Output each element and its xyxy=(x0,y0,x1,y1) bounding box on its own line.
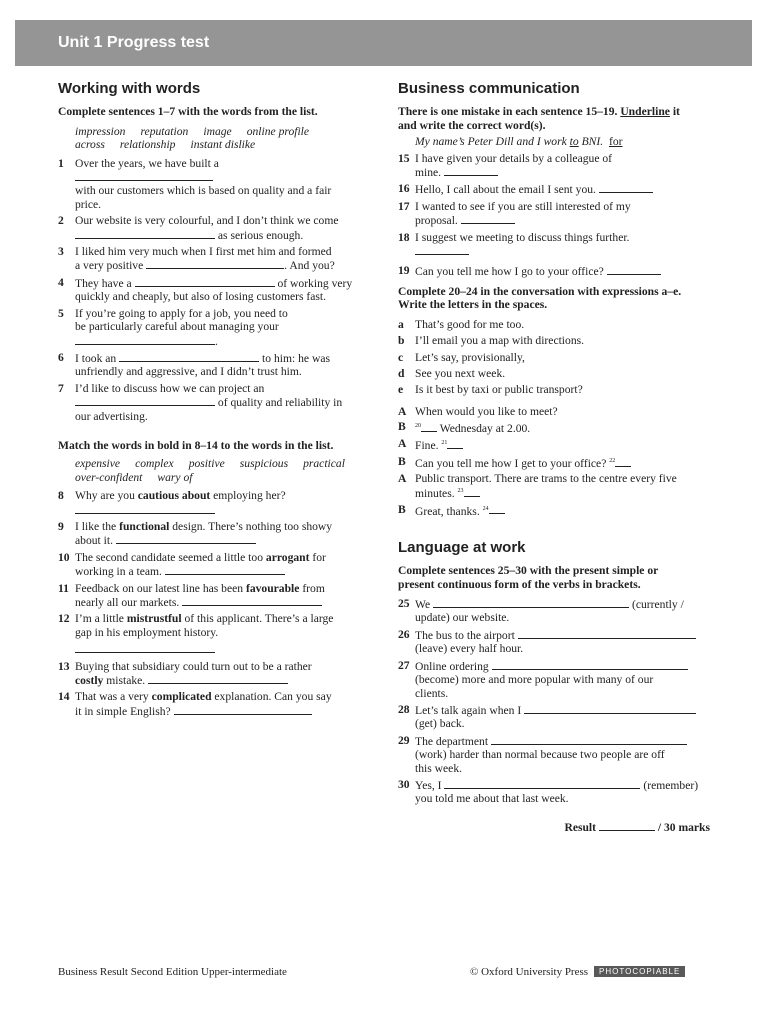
answer-blank[interactable] xyxy=(75,503,215,514)
speaker-label: B xyxy=(398,420,406,434)
answer-blank[interactable] xyxy=(518,628,696,639)
word-list-item: reputation xyxy=(140,124,189,138)
question-text: Can you tell me how I go to your office? xyxy=(415,265,604,279)
question-text: Online ordering xyxy=(415,659,489,673)
dialogue-line: B Great, thanks. $^{24}$ xyxy=(398,503,710,518)
answer-blank[interactable] xyxy=(524,703,696,714)
dialogue-line: B Can you tell me how I get to your office? $^{22}$ xyxy=(398,455,710,470)
question-text: I have given your details by a colleague of xyxy=(415,151,613,165)
question-text: it in simple English? xyxy=(75,704,171,718)
question-text: employing her? xyxy=(210,489,286,503)
dialogue-text: When would you like to meet? xyxy=(415,404,558,418)
speaker-label: A xyxy=(398,437,407,451)
instruction-text: There is one mistake in each sentence 15–19. xyxy=(398,105,621,119)
instruction-text: Write the letters in the spaces. xyxy=(398,298,548,312)
bold-word: costly xyxy=(75,674,104,688)
expression-options xyxy=(398,318,710,397)
photocopiable-badge: PHOTOCOPIABLE xyxy=(594,966,685,977)
question-text: working in a team. xyxy=(75,565,162,579)
instruction-text: Complete 20–24 in the conversation with expressions a–e. xyxy=(398,284,682,298)
answer-blank[interactable] xyxy=(599,182,653,193)
answer-blank[interactable] xyxy=(607,264,661,275)
word-list-item: online profile xyxy=(246,124,310,138)
instruction-8-14 xyxy=(58,439,358,452)
word-list-item: suspicious xyxy=(239,457,289,471)
question-number: 11 xyxy=(58,581,69,595)
instruction-1-7: Complete sentences 1–7 with the words from the list. xyxy=(58,105,318,119)
question-text: The bus to the airport xyxy=(415,628,515,642)
question-text: They have a xyxy=(75,276,132,290)
question-text: (currently / xyxy=(631,598,684,612)
question-text: quickly and cheaply, but also of losing customers fast. xyxy=(75,290,327,304)
word-list-item: complex xyxy=(135,457,174,471)
word-list-item: across xyxy=(75,138,105,152)
instruction-text: Match the words in xyxy=(58,438,158,452)
word-list-item: practical xyxy=(303,457,345,471)
question-1 xyxy=(58,157,358,212)
question-text: of working very xyxy=(277,276,353,290)
question-number: 5 xyxy=(58,306,64,320)
question-text: of quality and reliability in xyxy=(217,396,343,410)
example-text: BNI. xyxy=(578,135,604,149)
question-text: I’m a little xyxy=(75,612,127,626)
question-25 xyxy=(398,597,710,625)
result-blank[interactable] xyxy=(599,820,655,831)
option-d xyxy=(398,367,710,380)
question-text: a very positive xyxy=(75,259,144,273)
example-answer: for xyxy=(608,135,623,149)
word-list-item: relationship xyxy=(119,138,176,152)
question-30 xyxy=(398,778,710,806)
option-letter: c xyxy=(398,350,404,364)
question-text: gap in his employment history. xyxy=(75,625,219,639)
answer-blank[interactable] xyxy=(491,734,687,745)
question-text: our advertising. xyxy=(75,409,148,423)
answer-blank[interactable] xyxy=(444,778,640,789)
question-text: I wanted to see if you are still interested of my xyxy=(415,199,631,213)
footer-book-title: Business Result Second Edition Upper-intermediate xyxy=(58,966,287,978)
example-text: My name’s Peter Dill and I work xyxy=(415,135,570,149)
bold-word: cautious about xyxy=(137,489,211,503)
question-text: explanation. Can you say xyxy=(211,690,332,704)
instruction-text: in 8–14 to the words in the list. xyxy=(179,438,334,452)
question-text: design. There’s nothing too showy xyxy=(169,519,333,533)
question-26 xyxy=(398,628,710,656)
word-list-1 xyxy=(58,125,358,138)
option-text: I’ll email you a map with directions. xyxy=(415,334,585,348)
question-number: 19 xyxy=(398,264,410,278)
question-text: We xyxy=(415,598,431,612)
question-11 xyxy=(58,582,358,610)
answer-blank[interactable] xyxy=(489,503,505,514)
instruction-25-30 xyxy=(398,564,710,591)
question-27 xyxy=(398,659,710,700)
question-7 xyxy=(58,382,358,423)
dialogue-text: Wednesday at 2.00. xyxy=(439,421,531,435)
question-5: 5 If you’re going to apply for a job, you need to be particularly careful about managing your . xyxy=(58,306,288,348)
question-9 xyxy=(58,520,358,548)
option-text: That’s good for me too. xyxy=(415,317,525,331)
dialogue-text: minutes. xyxy=(415,487,455,501)
bold-word: arrogant xyxy=(265,550,310,564)
question-29 xyxy=(398,734,710,775)
question-10 xyxy=(58,551,358,579)
question-number: 27 xyxy=(398,658,410,672)
answer-blank[interactable] xyxy=(464,486,480,497)
question-text: (work) harder than normal because two people are off xyxy=(415,748,665,762)
answer-blank[interactable] xyxy=(75,228,215,239)
question-number: 13 xyxy=(58,659,70,673)
word-list-item: over-confident xyxy=(75,470,143,484)
question-text: to him: he was xyxy=(262,351,330,365)
question-text: (get) back. xyxy=(415,717,465,731)
dialogue-line: A Fine. $^{21}$ xyxy=(398,437,710,452)
speaker-label: B xyxy=(398,502,406,516)
dialogue-line: B $^{20}$ Wednesday at 2.00. xyxy=(398,420,531,435)
question-text: Over the years, we have built a xyxy=(75,156,219,170)
result-total: / 30 marks xyxy=(657,820,710,834)
question-8 xyxy=(58,489,358,517)
bold-word: functional xyxy=(119,519,170,533)
dialogue-text: Public transport. There are trams to the centre every five xyxy=(415,471,677,485)
option-letter: e xyxy=(398,383,404,397)
bold-word: complicated xyxy=(151,690,212,704)
instruction-text: bold xyxy=(157,438,180,452)
answer-blank[interactable] xyxy=(75,642,215,653)
word-list-1b xyxy=(58,138,358,151)
option-text: See you next week. xyxy=(415,366,506,380)
word-list-item: impression xyxy=(75,124,126,138)
question-number: 25 xyxy=(398,597,410,611)
instruction-text: present continuous form of the verbs in brackets. xyxy=(398,577,641,591)
word-list-item: expensive xyxy=(75,457,121,471)
option-text: Is it best by taxi or public transport? xyxy=(415,383,583,397)
question-text: Let’s talk again when I xyxy=(415,703,522,717)
question-14 xyxy=(58,690,358,718)
question-text: this week. xyxy=(415,761,463,775)
question-number: 30 xyxy=(398,777,410,791)
question-text: nearly all our markets. xyxy=(75,596,180,609)
question-number: 14 xyxy=(58,690,70,704)
option-letter: d xyxy=(398,366,405,380)
dialogue-text: Fine. xyxy=(415,439,439,453)
question-text: Buying that subsidiary could turn out to be a rather xyxy=(75,659,312,673)
word-list-item: image xyxy=(203,124,232,138)
instruction-15-19 xyxy=(398,105,710,132)
question-number: 18 xyxy=(398,230,410,244)
question-number: 4 xyxy=(58,275,64,289)
word-list-2b xyxy=(58,471,358,484)
bold-word: favourable xyxy=(245,581,300,595)
answer-blank[interactable] xyxy=(492,659,688,670)
option-e xyxy=(398,383,710,396)
question-text: (leave) every half hour. xyxy=(415,642,524,656)
answer-blank[interactable] xyxy=(75,395,215,406)
answer-blank[interactable] xyxy=(75,170,213,181)
question-12 xyxy=(58,612,358,656)
section-title-language-at-work: Language at work xyxy=(398,538,526,556)
question-text: as serious enough. xyxy=(217,228,304,242)
option-b xyxy=(398,334,710,347)
header-banner xyxy=(15,20,752,66)
question-text: Why are you xyxy=(75,489,138,503)
dialogue-text: Can you tell me how I get to your office? xyxy=(415,456,607,470)
question-text: The second candidate seemed a little too xyxy=(75,550,266,564)
copyright-text: © Oxford University Press xyxy=(470,966,589,978)
bold-word: mistrustful xyxy=(126,612,182,626)
question-number: 7 xyxy=(58,381,64,395)
question-number: 8 xyxy=(58,489,64,503)
answer-blank[interactable] xyxy=(146,258,284,269)
question-number: 9 xyxy=(58,519,64,533)
result-score xyxy=(398,820,710,834)
section-title-business-communication: Business communication xyxy=(398,80,580,97)
instruction-text: it xyxy=(669,105,680,119)
answer-blank[interactable] xyxy=(444,165,498,176)
question-text: (become) more and more popular with many of our xyxy=(415,673,654,687)
question-number: 12 xyxy=(58,612,70,626)
answer-blank[interactable] xyxy=(433,597,629,608)
question-17 xyxy=(398,200,710,228)
option-a xyxy=(398,318,710,331)
answer-blank[interactable] xyxy=(174,704,312,715)
result-label: Result xyxy=(564,820,597,834)
question-text: Feedback on our latest line has been xyxy=(75,581,246,595)
question-number: 2 xyxy=(58,214,64,228)
question-text: mistake. xyxy=(103,674,146,688)
answer-blank[interactable] xyxy=(135,276,275,287)
answer-blank[interactable] xyxy=(415,244,469,255)
question-text: be particularly careful about managing your xyxy=(75,320,279,334)
conversation xyxy=(398,405,710,518)
word-list-2 xyxy=(58,457,358,470)
answer-blank[interactable] xyxy=(119,351,259,362)
question-text: I liked him very much when I first met him and formed xyxy=(75,245,332,259)
instruction-text: and write the correct word(s). xyxy=(398,118,546,132)
word-list-item: instant dislike xyxy=(190,138,256,152)
question-text: proposal. xyxy=(415,214,458,228)
question-text: unfriendly and aggressive, and I didn’t trust him. xyxy=(75,365,302,379)
question-18 xyxy=(398,231,710,259)
word-list-item: positive xyxy=(188,457,225,471)
option-c xyxy=(398,351,710,364)
instruction-20-24 xyxy=(398,285,710,312)
question-13 xyxy=(58,660,358,688)
question-number: 26 xyxy=(398,627,410,641)
option-letter: a xyxy=(398,317,404,331)
word-list-item: wary of xyxy=(157,470,193,484)
question-text: (remember) xyxy=(643,778,699,792)
question-text: I like the xyxy=(75,519,120,533)
question-text: for xyxy=(309,550,326,564)
question-number: 10 xyxy=(58,550,70,564)
example-sentence xyxy=(398,135,710,148)
speaker-label: A xyxy=(398,471,407,485)
instruction-text: Underline xyxy=(620,105,670,119)
question-text: I’d like to discuss how we can project an xyxy=(75,381,265,395)
question-number: 15 xyxy=(398,151,410,165)
option-letter: b xyxy=(398,334,405,348)
question-28 xyxy=(398,703,710,731)
option-text: Let’s say, provisionally, xyxy=(415,350,525,364)
question-15 xyxy=(398,152,710,180)
answer-blank[interactable] xyxy=(75,334,215,345)
answer-blank[interactable] xyxy=(165,564,285,575)
answer-blank[interactable] xyxy=(148,673,288,684)
question-number: 6 xyxy=(58,350,64,364)
question-text: I took an xyxy=(75,351,117,365)
question-text: Hello, I call about the email I sent you. xyxy=(415,183,596,197)
question-text: That was a very xyxy=(75,690,152,704)
question-6 xyxy=(58,351,358,379)
question-text: update) our website. xyxy=(415,611,510,625)
question-text: The department xyxy=(415,734,489,748)
question-number: 3 xyxy=(58,245,64,259)
dialogue-text: Great, thanks. xyxy=(415,504,480,518)
question-number: 28 xyxy=(398,702,410,716)
answer-blank[interactable] xyxy=(615,456,631,467)
question-number: 1 xyxy=(58,156,64,170)
dialogue-line xyxy=(398,405,710,418)
question-number: 17 xyxy=(398,199,410,213)
answer-blank[interactable] xyxy=(116,533,256,544)
question-text: Yes, I xyxy=(415,778,442,792)
question-text: Our website is very colourful, and I don’t think we come xyxy=(75,214,339,228)
question-2 xyxy=(58,214,358,242)
question-16 xyxy=(398,182,710,196)
question-text: I suggest we meeting to discuss things further. xyxy=(415,230,630,244)
speaker-label: B xyxy=(398,454,406,468)
instruction-text: Complete sentences 25–30 with the present simple or xyxy=(398,564,659,578)
speaker-label: A xyxy=(398,404,407,418)
answer-blank[interactable] xyxy=(182,595,322,606)
left-column xyxy=(58,82,358,718)
question-4 xyxy=(58,276,358,304)
answer-blank[interactable] xyxy=(461,213,515,224)
question-19 xyxy=(398,264,710,278)
question-text: with our customers which is based on quality and a fair price. xyxy=(75,184,332,211)
question-text: from xyxy=(299,581,325,595)
question-text: about it. xyxy=(75,534,113,548)
footer-copyright xyxy=(470,966,685,978)
question-3 xyxy=(58,245,358,273)
question-text: mine. xyxy=(415,166,442,180)
section-title-working-with-words: Working with words xyxy=(58,80,201,97)
question-text: . And you? xyxy=(284,259,335,273)
dialogue-line: A Public transport. There are trams to the centre every five minutes. $^{23}$ xyxy=(398,471,677,501)
right-column xyxy=(398,82,710,834)
question-number: 16 xyxy=(398,182,410,196)
question-text: clients. xyxy=(415,686,449,700)
page-title: Unit 1 Progress test xyxy=(58,34,210,51)
example-text: to xyxy=(569,135,579,149)
question-number: 29 xyxy=(398,733,410,747)
question-text: you told me about that last week. xyxy=(415,792,569,806)
question-text: of this applicant. There’s a large xyxy=(181,612,334,626)
answer-blank[interactable] xyxy=(447,438,463,449)
question-text: If you’re going to apply for a job, you need to xyxy=(75,306,288,320)
answer-blank[interactable] xyxy=(421,421,437,432)
